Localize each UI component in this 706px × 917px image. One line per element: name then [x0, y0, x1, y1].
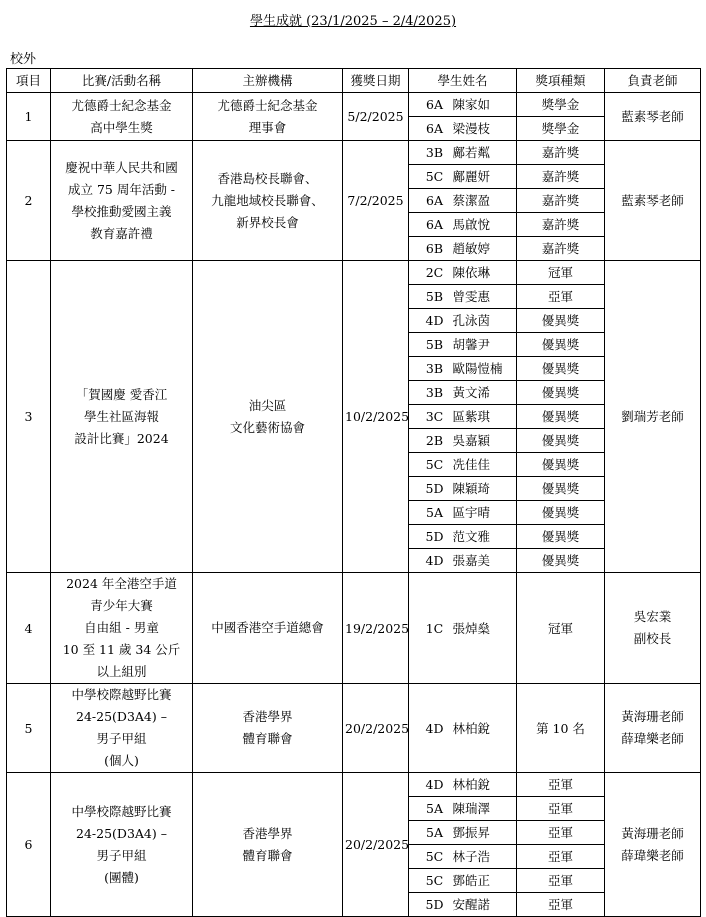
event-name-line: (團體)	[104, 869, 139, 885]
student-cell	[409, 821, 517, 845]
student-class: 5C	[425, 849, 444, 864]
teacher	[605, 141, 701, 261]
teacher	[605, 573, 701, 684]
student-class: 4D	[425, 553, 444, 568]
achievement-table	[6, 68, 701, 917]
header-row	[7, 69, 701, 93]
student-cell	[409, 213, 517, 237]
student-name: 張焯燊	[452, 620, 491, 636]
award-type: 獎學金	[517, 117, 605, 141]
section-label: 校外	[10, 52, 37, 67]
award-type: 亞軍	[517, 285, 605, 309]
event-name-line: 中學校際越野比賽	[71, 687, 172, 702]
teacher-line: 藍素琴老師	[621, 192, 684, 208]
event-name-line: 尤德爵士紀念基金	[71, 97, 172, 113]
award-type: 嘉許獎	[517, 141, 605, 165]
student-cell	[409, 333, 517, 357]
award-type: 冠軍	[517, 261, 605, 285]
award-date: 19/2/2025	[343, 573, 409, 684]
teacher	[605, 684, 701, 773]
event-name-line: (個人)	[104, 753, 139, 768]
award-type: 第 10 名	[517, 684, 605, 773]
student-class: 4D	[425, 777, 444, 792]
student-name: 孔泳茵	[452, 313, 491, 328]
student-cell	[409, 261, 517, 285]
event-name-line: 2024 年全港空手道	[66, 576, 177, 591]
award-type: 冠軍	[517, 573, 605, 684]
student-cell	[409, 797, 517, 821]
event-name	[51, 141, 193, 261]
student-name: 胡馨尹	[452, 337, 491, 352]
item-number: 4	[7, 573, 51, 684]
event-name-line: 自由組 - 男童	[84, 620, 159, 635]
teacher-line: 薛瑋樂老師	[621, 731, 684, 746]
organizer-line: 香港學界	[242, 709, 293, 724]
student-class: 3B	[425, 385, 444, 400]
table-row	[7, 684, 701, 773]
award-type: 優異獎	[517, 501, 605, 525]
teacher-line: 藍素琴老師	[621, 108, 684, 124]
student-cell	[409, 165, 517, 189]
award-date: 20/2/2025	[343, 684, 409, 773]
item-number: 6	[7, 773, 51, 917]
student-class: 5A	[426, 825, 443, 840]
student-class: 2C	[425, 265, 444, 280]
organizer	[193, 573, 343, 684]
event-name-line: 以上組別	[96, 664, 147, 679]
student-class: 5D	[425, 529, 444, 544]
award-type: 優異獎	[517, 525, 605, 549]
organizer-line: 新界校長會	[236, 214, 299, 230]
event-name	[51, 573, 193, 684]
organizer	[193, 93, 343, 141]
teacher	[605, 773, 701, 917]
student-cell	[409, 549, 517, 573]
student-cell	[409, 117, 517, 141]
student-cell	[409, 525, 517, 549]
student-cell	[409, 869, 517, 893]
student-class: 5C	[425, 457, 444, 472]
student-class: 3C	[425, 409, 444, 424]
event-name	[51, 773, 193, 917]
student-name: 林柏銳	[452, 720, 491, 736]
student-class: 1C	[425, 620, 444, 636]
student-class: 5B	[425, 289, 444, 304]
award-type: 嘉許獎	[517, 237, 605, 261]
table-row	[7, 141, 701, 165]
organizer-line: 體育聯會	[242, 847, 293, 863]
student-name: 梁漫枝	[452, 121, 491, 136]
event-name-line: 24-25(D3A4) –	[76, 825, 167, 841]
event-name-line: 男子甲組	[96, 731, 147, 746]
award-date: 5/2/2025	[343, 93, 409, 141]
organizer	[193, 141, 343, 261]
student-name: 安醒諾	[452, 897, 491, 912]
student-class: 5C	[425, 873, 444, 888]
student-class: 4D	[425, 313, 444, 328]
event-name-line: 高中學生獎	[90, 119, 153, 135]
header-event-name: 比賽/活動名稱	[51, 69, 193, 93]
item-number: 3	[7, 261, 51, 573]
student-cell	[409, 429, 517, 453]
organizer	[193, 684, 343, 773]
award-type: 嘉許獎	[517, 165, 605, 189]
student-name: 黃文浠	[452, 385, 491, 400]
item-number: 2	[7, 141, 51, 261]
student-class: 2B	[425, 433, 444, 448]
header-organizer: 主辦機構	[193, 69, 343, 93]
student-cell	[409, 501, 517, 525]
student-name: 區宇晴	[452, 505, 491, 520]
organizer-line: 油尖區	[248, 397, 287, 413]
award-type: 亞軍	[517, 773, 605, 797]
student-name: 馬啟悅	[452, 217, 491, 232]
student-class: 4D	[425, 720, 444, 736]
header-student-name: 學生姓名	[409, 69, 517, 93]
teacher-line: 黃海珊老師	[621, 825, 684, 841]
award-type: 優異獎	[517, 477, 605, 501]
award-type: 嘉許獎	[517, 213, 605, 237]
event-name-line: 學生社區海報	[83, 408, 159, 424]
student-name: 蔡潔盈	[452, 193, 491, 208]
student-cell	[409, 893, 517, 917]
student-name: 鄺麗妍	[452, 169, 491, 184]
header-item-no: 項目	[7, 69, 51, 93]
student-cell	[409, 845, 517, 869]
student-cell	[409, 773, 517, 797]
student-name: 鄧振昇	[452, 825, 491, 840]
student-cell	[409, 237, 517, 261]
event-name-line: 設計比賽」2024	[74, 430, 169, 446]
student-class: 5D	[425, 481, 444, 496]
teacher-line: 吳宏業	[633, 609, 672, 624]
student-class: 5A	[426, 801, 443, 816]
student-cell	[409, 309, 517, 333]
organizer-line: 香港島校長聯會、	[217, 170, 318, 186]
award-type: 優異獎	[517, 453, 605, 477]
student-class: 6A	[426, 97, 443, 112]
table-row	[7, 93, 701, 117]
student-class: 3B	[425, 361, 444, 376]
student-name: 林子浩	[452, 849, 491, 864]
award-type: 嘉許獎	[517, 189, 605, 213]
student-cell	[409, 573, 517, 684]
table-row	[7, 261, 701, 285]
event-name	[51, 684, 193, 773]
student-name: 范文雅	[452, 529, 491, 544]
item-number: 5	[7, 684, 51, 773]
table-row	[7, 573, 701, 684]
student-name: 陳穎琦	[452, 481, 491, 496]
award-date: 7/2/2025	[343, 141, 409, 261]
award-type: 優異獎	[517, 405, 605, 429]
teacher	[605, 261, 701, 573]
event-name-line: 男子甲組	[96, 847, 147, 863]
award-type: 亞軍	[517, 893, 605, 917]
student-cell	[409, 285, 517, 309]
student-name: 林柏銳	[452, 777, 491, 792]
teacher-line: 薛瑋樂老師	[621, 847, 684, 863]
award-type: 亞軍	[517, 869, 605, 893]
header-award-type: 獎項種類	[517, 69, 605, 93]
organizer	[193, 773, 343, 917]
student-cell	[409, 477, 517, 501]
student-name: 鄧皓正	[452, 873, 491, 888]
student-name: 冼佳佳	[452, 457, 491, 472]
event-name-line: 「賀國慶 愛香江	[75, 386, 168, 402]
award-type: 優異獎	[517, 333, 605, 357]
student-cell	[409, 189, 517, 213]
student-class: 6B	[425, 241, 444, 256]
table-body	[7, 93, 701, 917]
organizer-line: 香港學界	[242, 825, 293, 841]
table-row	[7, 773, 701, 797]
student-cell	[409, 684, 517, 773]
student-cell	[409, 381, 517, 405]
student-name: 曾雯惠	[452, 289, 491, 304]
student-name: 趙敏婷	[452, 241, 491, 256]
student-class: 5D	[425, 897, 444, 912]
organizer-line: 理事會	[248, 119, 287, 135]
award-type: 優異獎	[517, 429, 605, 453]
student-cell	[409, 357, 517, 381]
organizer-line: 尤德爵士紀念基金	[217, 97, 318, 113]
student-class: 6A	[426, 217, 443, 232]
student-name: 吳嘉穎	[452, 433, 491, 448]
event-name-line: 慶祝中華人民共和國	[65, 159, 178, 175]
event-name-line: 教育嘉許禮	[90, 225, 153, 241]
organizer-line: 中國香港空手道總會	[211, 620, 324, 635]
page-title: 學生成就 (23/1/2025 – 2/4/2025)	[249, 14, 457, 29]
teacher-line: 黃海珊老師	[621, 709, 684, 724]
header-award-date: 獲獎日期	[343, 69, 409, 93]
event-name	[51, 93, 193, 141]
award-type: 優異獎	[517, 381, 605, 405]
organizer	[193, 261, 343, 573]
award-type: 亞軍	[517, 821, 605, 845]
student-class: 5B	[425, 337, 444, 352]
event-name-line: 青少年大賽	[90, 598, 153, 613]
award-type: 優異獎	[517, 357, 605, 381]
teacher-line: 副校長	[633, 631, 672, 646]
student-class: 6A	[426, 121, 443, 136]
award-type: 優異獎	[517, 309, 605, 333]
award-type: 獎學金	[517, 93, 605, 117]
event-name-line: 10 至 11 歲 34 公斤	[62, 642, 181, 657]
award-date: 20/2/2025	[343, 773, 409, 917]
student-class: 6A	[426, 193, 443, 208]
item-number: 1	[7, 93, 51, 141]
student-cell	[409, 453, 517, 477]
student-cell	[409, 93, 517, 117]
organizer-line: 體育聯會	[242, 731, 293, 746]
student-name: 陳家如	[452, 97, 491, 112]
student-name: 陳依琳	[452, 265, 491, 280]
organizer-line: 九龍地域校長聯會、	[211, 192, 324, 208]
teacher	[605, 93, 701, 141]
student-name: 鄺若粼	[452, 145, 491, 160]
header-teacher: 負責老師	[605, 69, 701, 93]
student-class: 5C	[425, 169, 444, 184]
teacher-line: 劉瑞芳老師	[621, 408, 684, 424]
student-name: 張嘉美	[452, 553, 491, 568]
event-name-line: 學校推動愛國主義	[71, 203, 172, 219]
student-cell	[409, 405, 517, 429]
student-name: 區紫琪	[452, 409, 491, 424]
event-name	[51, 261, 193, 573]
award-type: 優異獎	[517, 549, 605, 573]
student-cell	[409, 141, 517, 165]
award-date: 10/2/2025	[343, 261, 409, 573]
organizer-line: 文化藝術協會	[229, 419, 305, 435]
event-name-line: 成立 75 周年活動 -	[67, 181, 176, 197]
student-name: 陳瑞澤	[452, 801, 491, 816]
student-class: 3B	[425, 145, 444, 160]
award-type: 亞軍	[517, 845, 605, 869]
event-name-line: 24-25(D3A4) –	[76, 709, 167, 724]
award-type: 亞軍	[517, 797, 605, 821]
student-name: 歐陽愷楠	[452, 361, 503, 376]
student-class: 5A	[426, 505, 443, 520]
event-name-line: 中學校際越野比賽	[71, 803, 172, 819]
